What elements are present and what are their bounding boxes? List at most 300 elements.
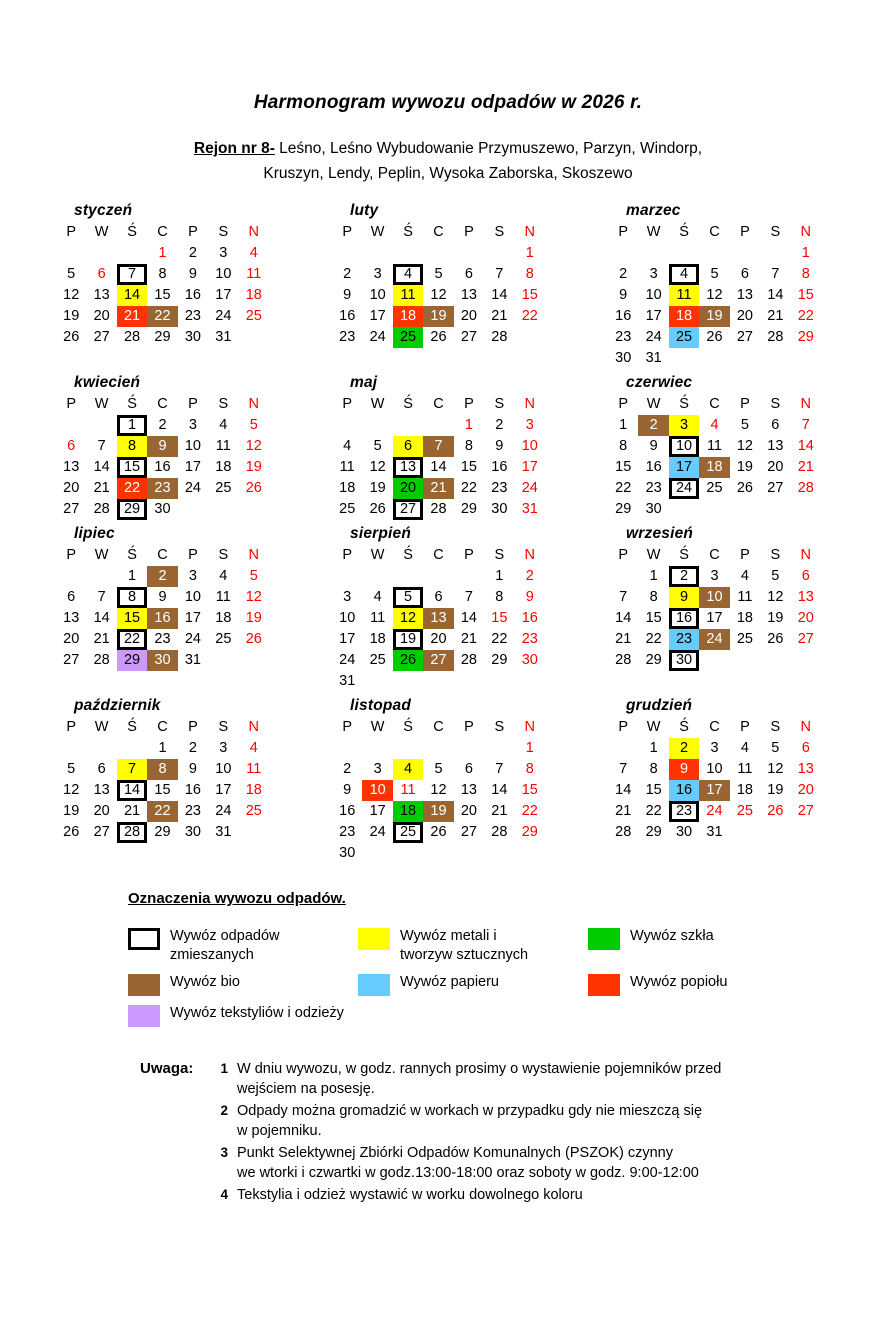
weekday-header: W [646, 719, 661, 735]
weekday-header: S [218, 396, 229, 412]
weekday-header: P [740, 547, 750, 563]
week-row [56, 650, 269, 671]
note-item [140, 1101, 896, 1141]
day-cell: 3 [710, 740, 719, 756]
empty-cell [730, 348, 760, 369]
day-cell: 12 [245, 589, 262, 605]
day-cell: 3 [525, 417, 534, 433]
weekday-header: S [494, 719, 505, 735]
day-cell: 29 [615, 501, 632, 517]
empty-cell [178, 499, 208, 520]
day-cell-paper: 17 [669, 457, 699, 478]
day-cell: 20 [460, 308, 477, 324]
day-cell: 17 [706, 610, 723, 626]
day-cell: 21 [615, 803, 632, 819]
day-number: 28 [123, 824, 141, 840]
day-cell-ash: 21 [117, 306, 147, 327]
day-cell: 30 [184, 329, 201, 345]
day-cell: 1 [649, 568, 658, 584]
day-cell: 11 [370, 610, 386, 626]
day-cell: 10 [339, 610, 356, 626]
day-cell: 24 [215, 308, 232, 324]
day-cell: 30 [491, 501, 508, 517]
day-cell: 26 [736, 480, 753, 496]
day-cell: 26 [706, 329, 723, 345]
day-cell-mixed [393, 822, 423, 843]
legend-swatch-paper [358, 974, 390, 996]
weekday-header: N [248, 719, 259, 735]
day-cell-plastic: 11 [393, 285, 423, 306]
day-number: 13 [399, 459, 417, 475]
day-cell: 22 [797, 308, 814, 324]
day-cell-paper: 25 [669, 327, 699, 348]
day-cell: 4 [740, 740, 749, 756]
weekday-header: C [157, 547, 168, 563]
day-cell: 19 [245, 459, 262, 475]
day-cell: 16 [339, 803, 356, 819]
weekday-header: P [618, 224, 629, 240]
day-cell: 1 [128, 568, 137, 584]
month-table [608, 394, 821, 520]
week-row [56, 629, 269, 650]
day-cell: 13 [460, 782, 477, 798]
day-number: 24 [675, 480, 693, 496]
day-cell: 14 [491, 782, 508, 798]
day-cell-glass: 25 [393, 327, 423, 348]
day-cell: 27 [460, 329, 477, 345]
day-cell: 30 [339, 845, 356, 861]
weekday-header: Ś [127, 224, 137, 240]
day-cell: 25 [245, 308, 262, 324]
empty-cell [791, 499, 821, 520]
empty-cell [362, 671, 392, 692]
day-cell: 14 [615, 610, 632, 626]
day-number: 30 [675, 652, 693, 668]
empty-cell [56, 566, 86, 587]
day-cell: 13 [767, 438, 784, 454]
day-cell-bio: 23 [147, 478, 177, 499]
day-cell-mixed [669, 264, 699, 285]
month-luty [314, 202, 590, 369]
day-cell: 16 [521, 610, 538, 626]
empty-cell [608, 566, 638, 587]
day-cell-ash: 18 [393, 306, 423, 327]
day-cell-bio: 13 [423, 608, 453, 629]
day-cell: 28 [430, 501, 447, 517]
month-name: maj [350, 374, 378, 391]
day-cell: 10 [645, 287, 662, 303]
day-cell: 5 [740, 417, 749, 433]
day-cell-mixed [669, 436, 699, 457]
weekday-header: P [464, 547, 474, 563]
day-cell: 23 [184, 803, 201, 819]
day-cell: 25 [736, 803, 753, 819]
day-cell: 7 [97, 438, 106, 454]
weekday-header-row [56, 394, 269, 415]
empty-cell [669, 499, 699, 520]
day-cell: 14 [615, 782, 632, 798]
empty-cell [362, 738, 392, 759]
weekday-header-row [608, 394, 821, 415]
day-cell-mixed [117, 457, 147, 478]
day-cell: 11 [706, 438, 722, 454]
day-cell: 7 [495, 266, 504, 282]
empty-cell [515, 671, 545, 692]
legend-label-line-1: Wywóz metali i [400, 928, 497, 944]
day-cell: 9 [188, 266, 197, 282]
day-cell-plastic: 3 [669, 415, 699, 436]
week-row [608, 457, 821, 478]
day-cell: 13 [736, 287, 753, 303]
weekday-header-row [332, 394, 545, 415]
week-row [332, 843, 545, 864]
day-cell: 1 [619, 417, 628, 433]
day-cell: 19 [245, 610, 262, 626]
weekday-header: N [800, 396, 811, 412]
day-cell: 15 [154, 782, 171, 798]
day-cell: 13 [63, 610, 80, 626]
weekday-header: C [433, 396, 444, 412]
weekday-header: C [709, 719, 720, 735]
week-row [56, 436, 269, 457]
notes-label: Uwaga: [140, 1060, 194, 1077]
day-cell: 12 [767, 589, 784, 605]
day-cell-glass: 18 [393, 801, 423, 822]
week-row [56, 759, 269, 780]
day-cell: 19 [767, 610, 784, 626]
empty-cell [393, 566, 423, 587]
week-row [608, 306, 821, 327]
day-cell: 4 [219, 568, 228, 584]
empty-cell [454, 566, 484, 587]
week-row [332, 264, 545, 285]
day-cell-mixed [117, 822, 147, 843]
day-cell: 7 [464, 589, 473, 605]
day-cell: 14 [767, 287, 784, 303]
empty-cell [454, 843, 484, 864]
day-cell: 17 [339, 631, 356, 647]
day-cell-paper: 23 [669, 629, 699, 650]
day-number: 7 [128, 266, 137, 282]
day-cell: 28 [491, 824, 508, 840]
weekday-header: W [94, 547, 109, 563]
day-cell: 5 [373, 438, 382, 454]
legend-label-line-2: tworzyw sztucznych [400, 947, 529, 963]
empty-cell [760, 650, 790, 671]
day-cell: 6 [801, 740, 810, 756]
day-cell-plastic: 14 [117, 285, 147, 306]
legend-label-line-1: Wywóz odpadów [170, 928, 280, 944]
weekday-header: N [524, 224, 535, 240]
day-cell: 24 [369, 824, 386, 840]
day-cell-mixed [117, 415, 147, 436]
day-cell: 31 [184, 652, 201, 668]
day-cell: 12 [767, 761, 784, 777]
day-cell: 3 [373, 761, 382, 777]
day-cell: 29 [521, 824, 538, 840]
day-cell-bio: 30 [147, 650, 177, 671]
week-row [608, 629, 821, 650]
day-cell: 21 [123, 803, 141, 819]
day-cell: 21 [93, 480, 110, 496]
day-cell: 3 [649, 266, 658, 282]
empty-cell [332, 415, 362, 436]
month-name: lipiec [74, 525, 115, 542]
day-cell: 10 [184, 438, 201, 454]
empty-cell [423, 671, 453, 692]
day-cell: 4 [710, 417, 719, 433]
day-cell: 17 [184, 459, 201, 475]
day-cell: 20 [63, 480, 80, 496]
day-number: 4 [404, 266, 413, 282]
day-number: 1 [128, 417, 137, 433]
empty-cell [423, 843, 453, 864]
day-cell: 25 [215, 480, 232, 496]
note-text-line-1: Tekstylia i odzież wystawić w worku dowolnego koloru [237, 1187, 583, 1203]
week-row [56, 587, 269, 608]
week-row [332, 499, 545, 520]
day-number: 23 [675, 803, 693, 819]
weekday-header: P [66, 224, 77, 240]
legend-item-glass [588, 927, 818, 965]
day-cell: 22 [645, 803, 662, 819]
weekday-header: C [157, 719, 168, 735]
month-table [332, 545, 545, 692]
week-row [332, 306, 545, 327]
weekday-header-row [608, 545, 821, 566]
month-table [332, 222, 545, 348]
day-cell: 11 [215, 589, 231, 605]
note-number: 1 [220, 1061, 228, 1076]
weekday-header: W [370, 547, 385, 563]
notes-section [0, 1059, 896, 1205]
note-text-line-1: W dniu wywozu, w godz. rannych prosimy o wystawienie pojemników przed [237, 1061, 722, 1077]
weekday-header: Ś [679, 224, 689, 240]
empty-cell [393, 843, 423, 864]
day-cell: 12 [63, 287, 80, 303]
day-cell: 15 [521, 782, 538, 798]
legend-label [170, 973, 240, 992]
weekday-header: N [248, 224, 259, 240]
empty-cell [699, 499, 729, 520]
day-cell: 12 [430, 287, 447, 303]
empty-cell [730, 243, 760, 264]
empty-cell [56, 243, 86, 264]
week-row [608, 608, 821, 629]
day-cell: 26 [245, 631, 262, 647]
empty-cell [454, 738, 484, 759]
day-cell: 1 [158, 740, 167, 756]
day-cell: 5 [249, 417, 258, 433]
legend-swatch-mixed [128, 928, 160, 950]
weekday-header-row [332, 717, 545, 738]
day-cell: 11 [246, 266, 262, 282]
day-cell: 7 [495, 761, 504, 777]
empty-cell [669, 243, 699, 264]
day-cell: 19 [767, 782, 784, 798]
week-row [56, 306, 269, 327]
day-cell: 25 [706, 480, 723, 496]
day-cell: 29 [460, 501, 477, 517]
week-row [56, 738, 269, 759]
day-cell: 6 [67, 438, 76, 454]
empty-cell [362, 415, 392, 436]
day-cell: 12 [706, 287, 723, 303]
empty-cell [208, 650, 238, 671]
empty-cell [791, 348, 821, 369]
week-row [608, 780, 821, 801]
day-cell: 18 [215, 459, 232, 475]
weekday-header: Ś [403, 547, 413, 563]
legend-item-paper [358, 973, 588, 996]
legend-item-mixed [128, 927, 358, 965]
day-cell: 26 [430, 329, 447, 345]
legend-item-bio [128, 973, 358, 996]
day-cell: 12 [63, 782, 80, 798]
day-cell: 22 [615, 480, 632, 496]
day-cell: 7 [619, 589, 628, 605]
day-cell: 15 [645, 782, 662, 798]
day-cell: 20 [93, 803, 110, 819]
empty-cell [699, 243, 729, 264]
day-cell: 24 [215, 803, 232, 819]
day-cell: 28 [460, 652, 477, 668]
day-cell: 12 [369, 459, 386, 475]
empty-cell [117, 243, 147, 264]
weekday-header-row [56, 545, 269, 566]
day-cell: 22 [521, 308, 538, 324]
weekday-header: P [342, 224, 353, 240]
day-cell-bio: 19 [423, 306, 453, 327]
day-cell-bio: 2 [638, 415, 668, 436]
weekday-header: N [800, 719, 811, 735]
week-row [332, 671, 545, 692]
empty-cell [760, 243, 790, 264]
month-grudzień [590, 697, 866, 864]
weekday-header: C [433, 719, 444, 735]
day-cell: 5 [771, 740, 780, 756]
weekday-header: C [157, 396, 168, 412]
weekday-header: N [524, 719, 535, 735]
legend-item-ash [588, 973, 818, 996]
legend-label [170, 1004, 344, 1023]
day-cell-plastic: 7 [117, 759, 147, 780]
day-number: 15 [123, 459, 141, 475]
day-cell: 24 [184, 631, 201, 647]
week-row [332, 650, 545, 671]
empty-cell [669, 348, 699, 369]
month-table [56, 394, 269, 520]
day-cell: 1 [801, 245, 810, 261]
day-cell: 4 [249, 245, 258, 261]
empty-cell [730, 650, 760, 671]
empty-cell [239, 650, 269, 671]
legend-label [170, 927, 279, 965]
empty-cell [86, 415, 116, 436]
day-cell: 13 [797, 761, 814, 777]
day-cell: 11 [737, 761, 753, 777]
empty-cell [332, 566, 362, 587]
week-row [56, 264, 269, 285]
weekday-header: S [494, 224, 505, 240]
week-row [56, 478, 269, 499]
day-cell: 29 [154, 824, 171, 840]
day-cell: 8 [495, 589, 504, 605]
day-cell: 28 [93, 501, 110, 517]
day-cell: 25 [736, 631, 753, 647]
day-cell-ash: 10 [362, 780, 392, 801]
weekday-header: Ś [403, 224, 413, 240]
day-cell: 21 [93, 631, 110, 647]
day-cell: 13 [460, 287, 477, 303]
weekday-header: P [188, 224, 198, 240]
note-text [237, 1101, 896, 1141]
day-cell-plastic: 11 [669, 285, 699, 306]
empty-cell [791, 822, 821, 843]
week-row [332, 587, 545, 608]
day-cell: 29 [491, 652, 508, 668]
empty-cell [699, 348, 729, 369]
day-cell-mixed [117, 499, 147, 520]
day-cell-plastic: 12 [393, 608, 423, 629]
day-cell-mixed [393, 629, 423, 650]
weekday-header: P [618, 547, 629, 563]
day-cell: 10 [184, 589, 201, 605]
day-cell: 30 [521, 652, 538, 668]
day-cell: 18 [245, 782, 262, 798]
day-cell: 24 [645, 329, 662, 345]
day-cell: 1 [495, 568, 504, 584]
empty-cell [86, 738, 116, 759]
legend-swatch-bio [128, 974, 160, 996]
empty-cell [393, 243, 423, 264]
day-cell: 11 [400, 782, 416, 798]
day-cell-bio: 16 [147, 608, 177, 629]
day-cell-bio: 24 [699, 629, 729, 650]
weekday-header: Ś [127, 547, 137, 563]
day-cell: 5 [249, 568, 258, 584]
day-cell: 15 [154, 287, 171, 303]
day-cell: 31 [521, 501, 538, 517]
weekday-header: N [248, 547, 259, 563]
day-cell: 20 [430, 631, 447, 647]
note-text-line-1: Punkt Selektywnej Zbiórki Odpadów Komunalnych (PSZOK) czynny [237, 1145, 673, 1161]
day-cell: 10 [215, 266, 232, 282]
day-cell-mixed [393, 264, 423, 285]
weekday-header: W [94, 719, 109, 735]
weekday-header: Ś [403, 719, 413, 735]
day-cell: 9 [188, 761, 197, 777]
weekday-header: C [709, 224, 720, 240]
week-row [56, 285, 269, 306]
day-number: 8 [128, 589, 137, 605]
year-calendar-grid [0, 202, 896, 864]
day-cell: 28 [123, 329, 141, 345]
day-cell: 4 [373, 589, 382, 605]
note-text-line-2: w pojemniku. [237, 1123, 322, 1139]
day-cell-bio: 21 [423, 478, 453, 499]
day-cell-plastic: 9 [669, 587, 699, 608]
day-number: 29 [123, 501, 141, 517]
week-row [56, 822, 269, 843]
day-cell: 29 [645, 652, 662, 668]
week-row [332, 822, 545, 843]
day-cell: 5 [434, 266, 443, 282]
day-cell-bio: 2 [147, 566, 177, 587]
empty-cell [56, 415, 86, 436]
month-name: luty [350, 202, 379, 219]
day-cell: 24 [369, 329, 386, 345]
